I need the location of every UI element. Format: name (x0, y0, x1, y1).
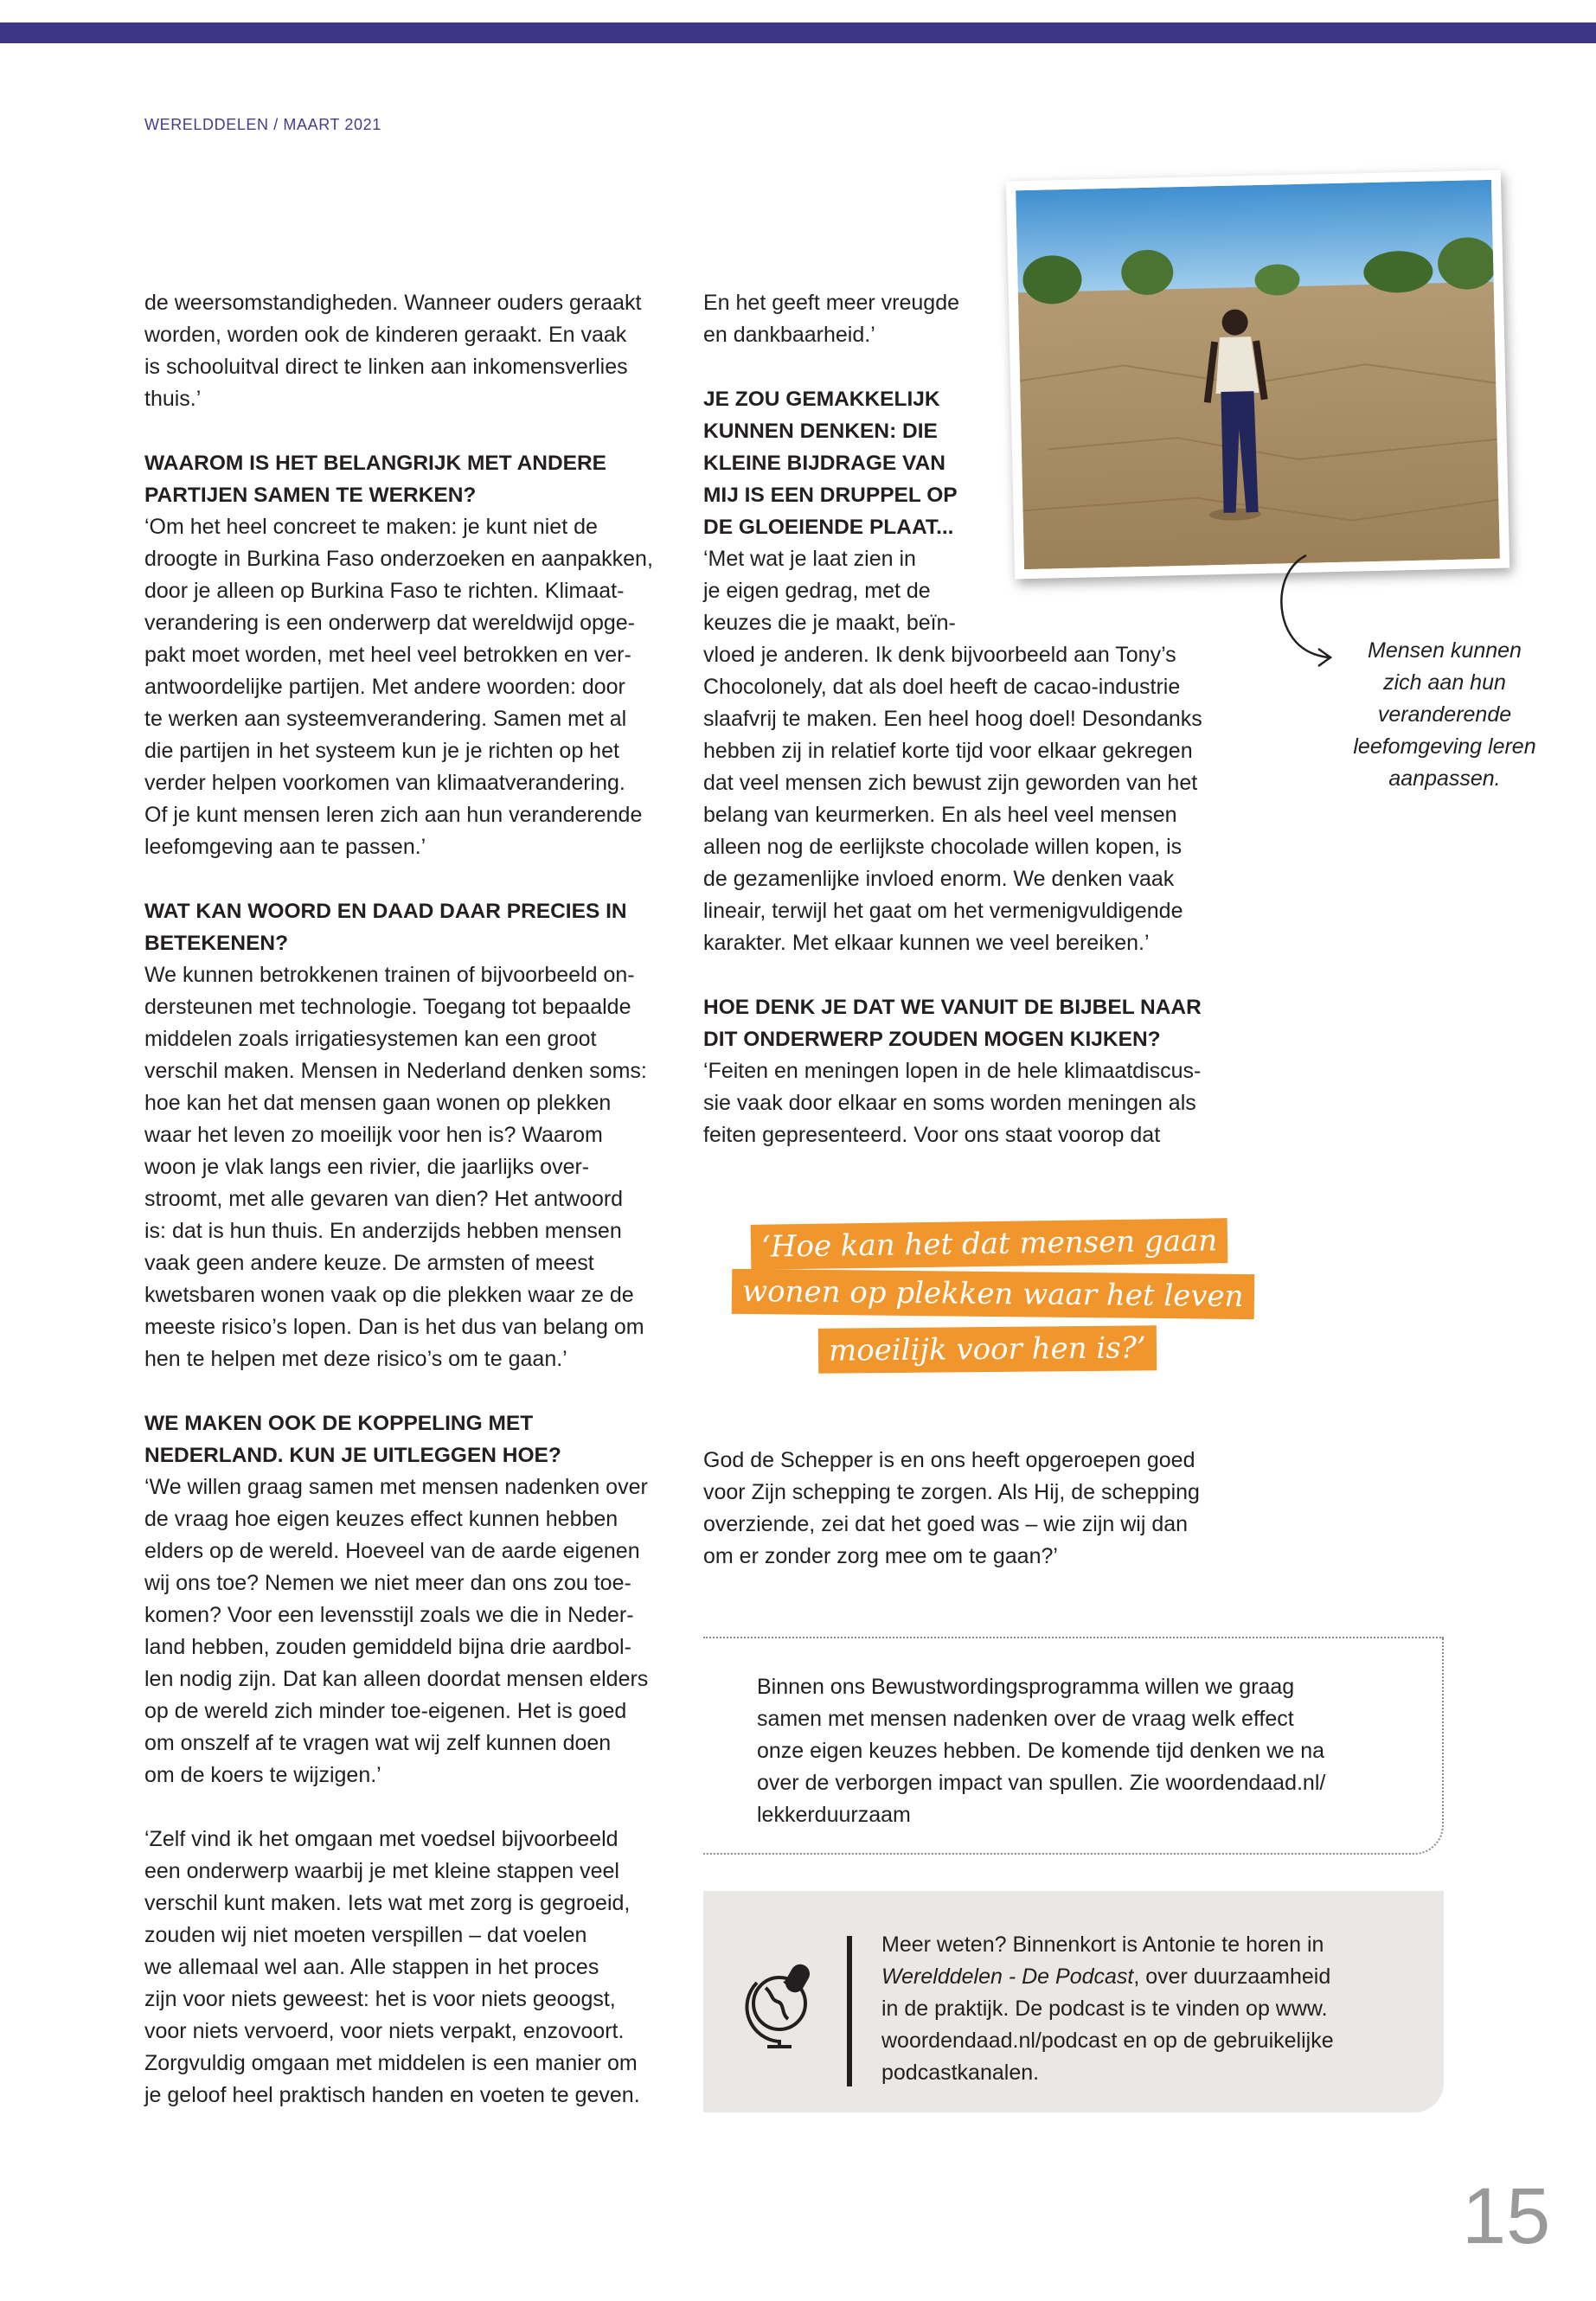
subheading: WE MAKEN OOK DE KOPPELING MET NEDERLAND. KUN JE UITLEGGEN HOE? (144, 1412, 561, 1467)
subheading: WAAROM IS HET BELANGRIJK MET ANDERE PARTIJEN SAMEN TE WERKEN? (144, 452, 607, 507)
podcast-text: Meer weten? Binnenkort is Antonie te horen in Werelddelen - De Podcast, over duurzaamheid in de praktijk. De podcast is te vinden op www. woordendaad.nl/podcast en op de gebruikelijke podcastkanalen. (881, 1932, 1334, 2085)
paragraph: God de Schepper is en ons heeft opgeroepen goed voor Zijn schepping te zorgen. Als Hij, de schepping overziende, zei dat het goed was – wie zijn wij dan om er zonder zorg mee om te gaan?’ (703, 1448, 1200, 1568)
paragraph: ‘Feiten en meningen lopen in de hele klimaatdiscus- sie vaak door elkaar en soms worden meningen als feiten gepresenteerd. Voor ons staat voorop dat (703, 1059, 1202, 1147)
paragraph: ‘Zelf vind ik het omgaan met voedsel bijvoorbeeld een onderwerp waarbij je met kleine stappen veel verschil kunt maken. Iets wat met zorg is gegroeid, zouden wij niet moeten verspillen – dat voelen we allemaal wel aan. Alle stappen in het proces zijn voor niets geweest: het is voor niets geoogst, voor niets vervoerd, voor niets verpakt, enzovoort. Zorgvuldig omgaan met middelen is een manier om je geloof heel praktisch handen en voeten te geven. (144, 1827, 640, 2107)
paragraph: We kunnen betrokkenen trainen of bijvoorbeeld on- dersteunen met technologie. Toegang tot bepaalde middelen zoals irrigatiesystemen kan een groot verschil maken. Mensen in Nederland denken soms: hoe kan het dat mensen gaan wonen op plekken waar het leven zo moeilijk voor hen is? Waarom woon je vlak langs een rivier, die jaarlijks over- stroomt, met alle gevaren van dien? Het antwoord is: dat is hun thuis. En anderzijds hebben mensen vaak geen andere keuze. De armsten of meest kwetsbaren wonen vaak op die plekken waar ze de meeste risico’s lopen. Dan is het dus van belang om hen te helpen met deze risico’s om te gaan.’ (144, 963, 647, 1371)
middle-column-continued (703, 1445, 1222, 1573)
pull-quote-line: wonen op plekken waar het leven (732, 1269, 1254, 1319)
subheading: WAT KAN WOORD EN DAAD DAAR PRECIES IN BETEKENEN? (144, 900, 627, 955)
paragraph: En het geeft meer vreugde en dankbaarheid.’ (703, 291, 960, 347)
photo-caption: Mensen kunnen zich aan hun veranderende leefomgeving leren aanpassen. (1353, 638, 1536, 791)
curved-arrow-icon (1272, 550, 1341, 671)
podcast-box (703, 1891, 1444, 2112)
subheading: JE ZOU GEMAKKELIJK KUNNEN DENKEN: DIE KLEINE BIJDRAGE VAN MIJ IS EEN DRUPPEL OP DE GLOEIENDE PLAAT... (703, 388, 958, 539)
photo-image (1016, 180, 1500, 569)
pull-quote-line: ‘Hoe kan het dat mensen gaan (751, 1218, 1228, 1270)
info-box-text: Binnen ons Bewustwordingsprogramma willen we graag samen met mensen nadenken over de vraag welk effect onze eigen keuzes hebben. De komende tijd denken we na over de verborgen impact van spullen. Zie woordendaad.nl/ lekkerduurzaam (757, 1675, 1326, 1827)
running-head: WERELDDELEN / MAART 2021 (144, 116, 381, 133)
subheading: HOE DENK JE DAT WE VANUIT DE BIJBEL NAAR DIT ONDERWERP ZOUDEN MOGEN KIJKEN? (703, 996, 1202, 1051)
page-number: 15 (1462, 2172, 1551, 2260)
paragraph: ‘Met wat je laat zien in je eigen gedrag, met de keuzes die je maakt, beïn- vloed je anderen. Ik denk bijvoorbeeld aan Tony’s Chocolonely, dat als doel heeft de cacao-industrie slaafvrij te maken. Een heel hoog doel! Desondanks hebben zij in relatief korte tijd voor elkaar gekregen dat veel mensen zich bewust zijn geworden van het belang van keurmerken. En als heel veel mensen alleen nog de eerlijkste chocolade willen kopen, is de gezamenlijke invloed enorm. We denken vaak lineair, terwijl het gaat om het vermenigvuldigende karakter. Met elkaar kunnen we veel bereiken.’ (703, 547, 1202, 955)
paragraph: de weersomstandigheden. Wanneer ouders geraakt worden, worden ook de kinderen geraakt. En vaak is schooluitval direct te linken aan inkomensverlies thuis.’ (144, 291, 642, 411)
paragraph: ‘Om het heel concreet te maken: je kunt niet de droogte in Burkina Faso onderzoeken en aanpakken, door je alleen op Burkina Faso te richten. Klimaat- verandering is een onderwerp dat wereldwijd opge- pakt moet worden, met heel veel betrokken en ver- antwoordelijke partijen. Met andere woorden: door te werken aan systeemverandering. Samen met al die partijen in het systeem kun je je richten op het verder helpen voorkomen van klimaatverandering. Of je kunt mensen leren zich aan hun veranderende leefomgeving aan te passen.’ (144, 515, 653, 859)
photo (1006, 170, 1509, 580)
top-color-bar (0, 22, 1596, 43)
pull-quote-line: moeilijk voor hen is?’ (818, 1325, 1157, 1373)
info-box (703, 1637, 1444, 1855)
left-column (144, 287, 676, 2112)
paragraph: ‘We willen graag samen met mensen nadenken over de vraag hoe eigen keuzes effect kunnen hebben elders op de wereld. Hoeveel van de aarde eigenen wij ons toe? Nemen we niet meer dan ons zou toe- komen? Voor een levensstijl zoals we die in Neder- land hebben, zouden gemiddeld bijna drie aardbol- len nodig zijn. Dat kan alleen doordat mensen elders op de wereld zich minder toe-eigenen. Het is goed om onszelf af te vragen wat wij zelf kunnen doen om de koers te wijzigen.’ (144, 1475, 649, 1787)
vertical-rule (847, 1936, 852, 2086)
pull-quote (727, 1221, 1244, 1382)
globe-microphone-icon (745, 1957, 824, 2050)
